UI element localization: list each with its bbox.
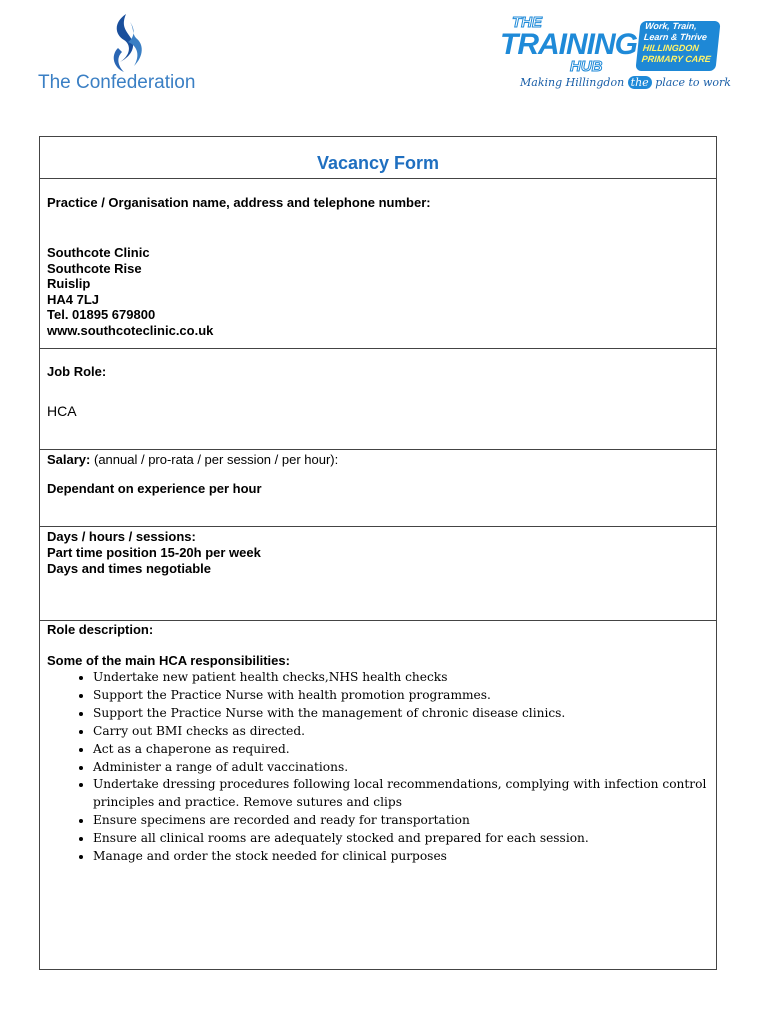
list-item: • Carry out BMI checks as directed.	[93, 723, 716, 741]
vacancy-form	[39, 136, 717, 970]
hub-the-text: THE	[512, 14, 542, 31]
job-role-section	[40, 348, 716, 449]
address-line: Southcote Rise	[47, 260, 142, 276]
days-label: Days / hours / sessions:	[47, 529, 196, 544]
hub-box-line: PRIMARY CARE	[641, 54, 712, 64]
training-hub-logo	[500, 14, 731, 96]
hub-tagline-before: Making Hillingdon	[520, 76, 625, 89]
role-subheading: Some of the main HCA responsibilities:	[47, 653, 290, 668]
salary-heading	[47, 452, 716, 467]
days-line: Days and times negotiable	[47, 561, 211, 576]
salary-label: Salary:	[47, 452, 91, 467]
hub-training-text: TRAINING	[500, 28, 637, 61]
hub-tagline-after: place to work	[655, 76, 731, 89]
form-title: Vacancy Form	[316, 153, 440, 173]
list-item: • Ensure specimens are recorded and ready for transportation	[93, 812, 716, 830]
hub-slogan-box	[635, 21, 720, 71]
address-line: Southcote Clinic	[47, 245, 150, 260]
form-title-section	[40, 137, 716, 178]
days-line: Part time position 15-20h per week	[47, 545, 261, 560]
role-label: Role description:	[47, 622, 154, 637]
address-line: www.southcoteclinic.co.uk	[47, 322, 214, 338]
hub-box-line: Work, Train,	[644, 21, 698, 31]
list-item: • Administer a range of adult vaccinations.	[93, 759, 716, 777]
address-line: HA4 7LJ	[47, 291, 100, 307]
practice-section	[40, 178, 716, 348]
days-section	[40, 526, 716, 620]
hub-box-line: Learn & Thrive	[643, 32, 708, 42]
hub-box-line: HILLINGDON	[642, 43, 700, 53]
salary-hint: (annual / pro-rata / per session / per hour):	[90, 452, 339, 467]
list-item: • Undertake dressing procedures following local recommendations, complying with infection control principles and practice. Remove sutures and clips	[93, 776, 716, 812]
hub-tagline-the: the	[628, 76, 652, 89]
confederation-name: The Confederation	[38, 72, 196, 93]
list-item: • Ensure all clinical rooms are adequately stocked and prepared for each session.	[93, 830, 716, 848]
responsibilities-list	[47, 669, 716, 866]
confederation-swirl-icon	[100, 12, 150, 74]
job-role-label: Job Role:	[47, 364, 107, 379]
job-role-value: HCA	[47, 403, 77, 419]
list-item: • Support the Practice Nurse with health promotion programmes.	[93, 687, 716, 705]
list-item: • Act as a chaperone as required.	[93, 741, 716, 759]
list-item: • Manage and order the stock needed for clinical purposes	[93, 848, 716, 866]
list-item: • Undertake new patient health checks,NHS health checks	[93, 669, 716, 687]
hub-tagline	[520, 76, 731, 89]
salary-section	[40, 449, 716, 526]
address-line: Ruislip	[47, 276, 91, 291]
confederation-logo	[38, 12, 218, 97]
salary-value: Dependant on experience per hour	[47, 481, 262, 496]
hub-hub-text: HUB	[570, 58, 603, 75]
practice-address	[47, 245, 716, 338]
practice-label: Practice / Organisation name, address and telephone number:	[47, 195, 431, 210]
list-item: • Support the Practice Nurse with the management of chronic disease clinics.	[93, 705, 716, 723]
address-line: Tel. 01895 679800	[47, 307, 156, 322]
role-section	[40, 620, 716, 970]
